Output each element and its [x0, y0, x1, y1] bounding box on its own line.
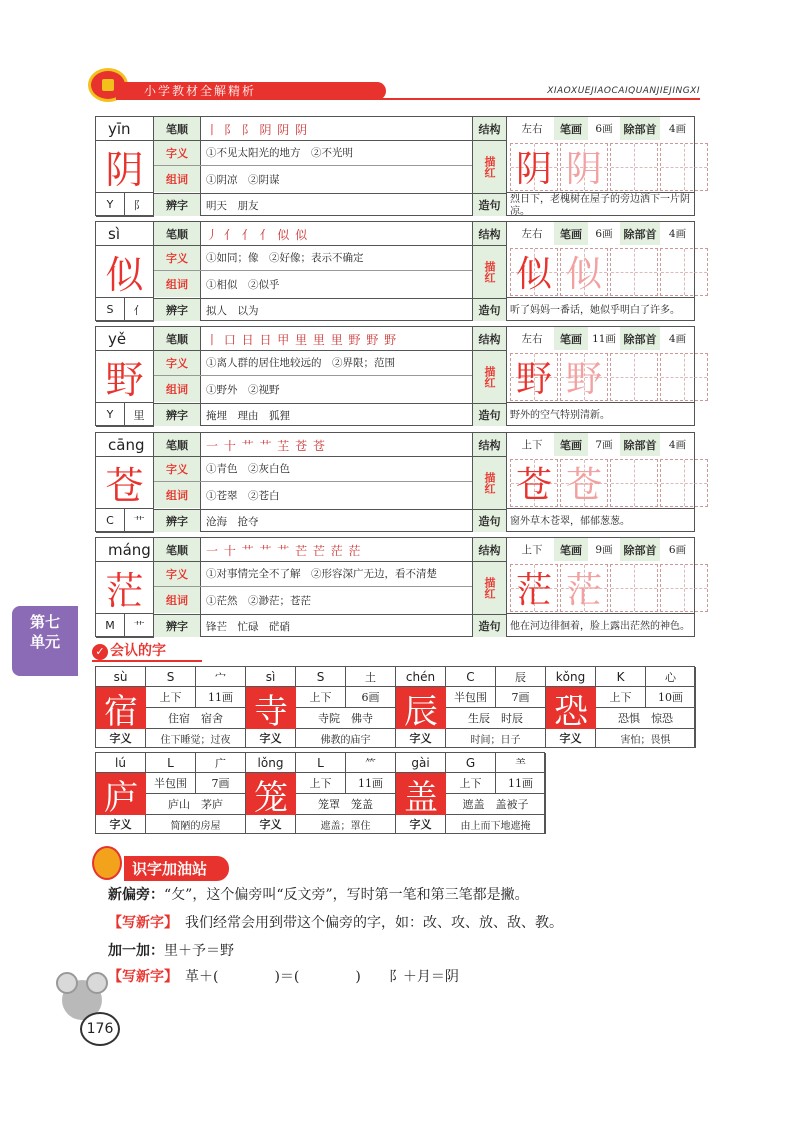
big-character: 似 [96, 246, 154, 298]
trace-grid [660, 143, 708, 191]
rec-strokes: 11画 [496, 773, 546, 794]
strokes-label: 笔顺 [154, 538, 200, 561]
character-entry [95, 537, 695, 637]
trace-char-solid: 阴 [515, 148, 552, 190]
rec-words: 笼罩 笼盖 [296, 794, 396, 815]
stroke-count-label: 笔画 [554, 327, 588, 350]
rec-pinyin: sù [96, 667, 146, 687]
rec-strokes: 7画 [196, 773, 246, 794]
radical-rest-value: 4画 [668, 439, 687, 451]
pinyin-text: sì [108, 224, 120, 243]
character-entry [95, 221, 695, 321]
rec-meaning-label: 字义 [246, 729, 296, 748]
rec-words: 遮盖 盖被子 [446, 794, 546, 815]
trace-grid [610, 564, 658, 612]
rec-radical: 土 [346, 667, 396, 687]
character-entry [95, 326, 695, 426]
trace-grid [660, 564, 708, 612]
trace-grid [660, 248, 708, 296]
initial-letter: Y [96, 193, 125, 217]
pinyin-text: cāng [108, 435, 145, 454]
words-text: ①野外 ②视野 [206, 384, 280, 396]
rec-big-char: 寺 [246, 687, 296, 729]
stroke-count-label: 笔画 [554, 538, 588, 561]
words-label: 组词 [154, 587, 200, 613]
stroke-order: 一 十 艹 艹 艹 芒 芒 茫 茫 [206, 543, 362, 558]
check-icon: ✓ [92, 644, 108, 660]
trace-char-solid: 茫 [515, 569, 552, 611]
rec-meaning-label: 字义 [246, 815, 296, 834]
trace-grid [610, 353, 658, 401]
oil-p2-tag: 【写新字】 [108, 915, 171, 931]
rec-initial: S [146, 667, 196, 687]
strokes-label: 笔顺 [154, 222, 200, 245]
rec-words: 住宿 宿舍 [146, 708, 246, 729]
rec-strokes: 11画 [196, 687, 246, 708]
initial-letter: C [96, 509, 125, 533]
oil-para-2 [108, 912, 563, 932]
radical: 艹 [125, 509, 154, 533]
oil-p2-text: 我们经常会用到带这个偏旁的字，如：改、攻、放、敌、教。 [171, 915, 563, 931]
trace-grid [610, 248, 658, 296]
structure-value: 左右 [521, 123, 543, 135]
rec-meaning-label: 字义 [396, 815, 446, 834]
trace-grid [610, 459, 658, 507]
structure-label: 结构 [473, 538, 506, 561]
character-entry [95, 116, 695, 216]
rec-structure: 上下 [296, 687, 346, 708]
structure-value: 左右 [521, 333, 543, 345]
divider [200, 117, 201, 215]
stroke-count-label: 笔画 [554, 117, 588, 140]
rec-pinyin: kǒng [546, 667, 596, 687]
trace-char-solid: 野 [515, 358, 552, 400]
rec-pinyin: sì [246, 667, 296, 687]
rec-big-char: 宿 [96, 687, 146, 729]
divider [200, 538, 201, 636]
rec-initial: L [296, 753, 346, 773]
oil-p3-bold: 加一加： [108, 943, 164, 959]
distinguish-text: 沧海 抢夺 [206, 516, 259, 528]
rec-strokes: 7画 [496, 687, 546, 708]
pinyin-text: yīn [108, 119, 131, 138]
pinyin-text: máng [108, 540, 151, 559]
rec-big-char: 恐 [546, 687, 596, 729]
radical: 阝 [125, 193, 154, 217]
rec-meaning: 佛教的庙宇 [296, 729, 396, 748]
rec-words: 恐惧 惊恐 [596, 708, 696, 729]
initial-letter: S [96, 298, 125, 322]
radical: 亻 [125, 298, 154, 322]
words-text: ①苍翠 ②苍白 [206, 490, 280, 502]
structure-label: 结构 [473, 117, 506, 140]
big-character: 阴 [96, 141, 154, 193]
distinguish-label: 辨字 [154, 510, 200, 532]
oil-p3-text: 里＋予＝野 [164, 943, 234, 959]
oil-para-4 [108, 966, 459, 986]
words-text: ①相似 ②似乎 [206, 279, 280, 291]
words-label: 组词 [154, 271, 200, 297]
stroke-order: 一 十 艹 艹 芏 苍 苍 [206, 438, 326, 453]
meaning-text: ①青色 ②灰白色 [206, 463, 290, 475]
strokes-label: 笔顺 [154, 117, 200, 140]
divider [200, 222, 201, 320]
sentence-label: 造句 [473, 404, 506, 426]
trace-char-light: 苍 [565, 464, 602, 506]
rec-pinyin: gài [396, 753, 446, 773]
radical-rest-label: 除部首 [620, 222, 660, 245]
unit-side-tab [12, 606, 78, 676]
rec-big-char: 盖 [396, 773, 446, 815]
sentence-label: 造句 [473, 510, 506, 532]
rec-structure: 半包围 [146, 773, 196, 794]
radical-rest-label: 除部首 [620, 538, 660, 561]
distinguish-label: 辨字 [154, 194, 200, 216]
rec-words: 生辰 时辰 [446, 708, 546, 729]
trace-area [506, 562, 695, 614]
oil-p4-text: 革＋( )＝( ) 阝＋月＝阴 [171, 969, 459, 985]
trace-label: 描红 [473, 457, 506, 509]
rec-structure: 上下 [446, 773, 496, 794]
distinguish-text: 锋芒 忙碌 硭硝 [206, 621, 290, 633]
pinyin [96, 222, 154, 246]
oil-p1-text: “攵”，这个偏旁叫“反文旁”，写时第一笔和第三笔都是撇。 [164, 887, 529, 903]
mascot-icon [92, 846, 122, 880]
pinyin [96, 327, 154, 351]
recognize-table-1 [95, 666, 695, 748]
stroke-order: 丿 亻 亻 亻 似 似 [206, 227, 309, 242]
trace-grid [660, 353, 708, 401]
rec-radical: 心 [646, 667, 696, 687]
trace-area [506, 141, 695, 193]
rec-initial: L [146, 753, 196, 773]
rec-meaning-label: 字义 [396, 729, 446, 748]
sentence-label: 造句 [473, 194, 506, 216]
header-title: 小学教材全解精析 [116, 82, 386, 100]
trace-label: 描红 [473, 141, 506, 193]
sentence-text: 烈日下，老槐树在屋子的旁边洒下一片阴凉。 [510, 193, 690, 217]
pinyin-text: yě [108, 329, 127, 348]
header-rule [378, 98, 700, 100]
rec-big-char: 笼 [246, 773, 296, 815]
rec-meaning: 简陋的房屋 [146, 815, 246, 834]
words-label: 组词 [154, 166, 200, 192]
stroke-count-value: 6画 [595, 228, 613, 240]
rec-structure: 上下 [596, 687, 646, 708]
radical-rest-label: 除部首 [620, 327, 660, 350]
distinguish-text: 明天 朋友 [206, 200, 259, 212]
side-tab-line2: 单元 [29, 633, 60, 651]
page-number: 176 [80, 1012, 120, 1046]
oil-para-3 [108, 940, 234, 960]
distinguish-label: 辨字 [154, 299, 200, 321]
trace-label: 描红 [473, 562, 506, 614]
structure-value: 上下 [521, 439, 543, 451]
trace-label: 描红 [473, 246, 506, 298]
meaning-label: 字义 [154, 562, 200, 586]
trace-char-light: 似 [565, 253, 602, 295]
rec-radical: 广 [196, 753, 246, 773]
rec-big-char: 庐 [96, 773, 146, 815]
big-character: 茫 [96, 562, 154, 614]
initial-letter: M [96, 614, 125, 638]
pinyin [96, 117, 154, 141]
oil-para-1 [108, 884, 529, 904]
words-label: 组词 [154, 482, 200, 508]
rec-structure: 半包围 [446, 687, 496, 708]
words-text: ①阴凉 ②阴谋 [206, 174, 280, 186]
sentence-text: 听了妈妈一番话，她似乎明白了许多。 [510, 304, 680, 316]
stroke-order: 丨 口 日 日 甲 里 里 里 野 野 野 [206, 332, 398, 347]
trace-char-light: 野 [565, 358, 602, 400]
rec-words: 庐山 茅庐 [146, 794, 246, 815]
radical: 里 [125, 403, 154, 427]
strokes-label: 笔顺 [154, 433, 200, 456]
trace-area [506, 457, 695, 509]
rec-meaning: 时间；日子 [446, 729, 546, 748]
radical-rest-label: 除部首 [620, 433, 660, 456]
trace-char-solid: 苍 [515, 464, 552, 506]
trace-grid [660, 459, 708, 507]
radical-rest-value: 4画 [668, 333, 687, 345]
radical: 艹 [125, 614, 154, 638]
meaning-text: ①如同；像 ②好像；表示不确定 [206, 252, 364, 264]
meaning-label: 字义 [154, 246, 200, 270]
words-label: 组词 [154, 376, 200, 402]
meaning-label: 字义 [154, 457, 200, 481]
meaning-text: ①不见太阳光的地方 ②不光明 [206, 147, 353, 159]
pinyin [96, 538, 154, 562]
rec-initial: C [446, 667, 496, 687]
meaning-text: ①对事情完全不了解 ②形容深广无边，看不清楚 [206, 568, 437, 580]
trace-char-solid: 似 [515, 253, 552, 295]
pinyin [96, 433, 154, 457]
rec-words: 寺院 佛寺 [296, 708, 396, 729]
divider [200, 433, 201, 531]
sentence-label: 造句 [473, 615, 506, 637]
rec-radical: 辰 [496, 667, 546, 687]
character-entry [95, 432, 695, 532]
rec-radical: ⺷ [496, 753, 546, 773]
rec-initial: S [296, 667, 346, 687]
rec-pinyin: lú [96, 753, 146, 773]
oil-station-title: 识字加油站 [124, 856, 229, 881]
radical-rest-value: 4画 [668, 123, 687, 135]
recognize-title-text: 会认的字 [110, 643, 166, 659]
trace-grid [610, 143, 658, 191]
stroke-count-label: 笔画 [554, 222, 588, 245]
radical-rest-value: 6画 [668, 544, 687, 556]
rec-strokes: 10画 [646, 687, 696, 708]
sentence-text: 窗外草木苍翠，郁郁葱葱。 [510, 515, 630, 527]
radical-rest-label: 除部首 [620, 117, 660, 140]
rec-meaning-label: 字义 [96, 729, 146, 748]
rec-radical: ⺮ [346, 753, 396, 773]
distinguish-label: 辨字 [154, 615, 200, 637]
trace-char-light: 阴 [565, 148, 602, 190]
rec-pinyin: chén [396, 667, 446, 687]
stroke-count-label: 笔画 [554, 433, 588, 456]
stroke-count-value: 11画 [592, 333, 616, 345]
meaning-label: 字义 [154, 141, 200, 165]
rec-initial: G [446, 753, 496, 773]
divider [200, 327, 201, 425]
trace-area [506, 351, 695, 403]
structure-label: 结构 [473, 327, 506, 350]
stroke-count-value: 6画 [595, 123, 613, 135]
big-character: 苍 [96, 457, 154, 509]
rec-meaning: 遮盖；罩住 [296, 815, 396, 834]
trace-char-light: 茫 [565, 569, 602, 611]
recognize-underline [92, 660, 202, 662]
sentence-label: 造句 [473, 299, 506, 321]
oil-p1-bold: 新偏旁： [108, 887, 164, 903]
rec-strokes: 11画 [346, 773, 396, 794]
structure-label: 结构 [473, 222, 506, 245]
rec-initial: K [596, 667, 646, 687]
structure-label: 结构 [473, 433, 506, 456]
side-tab-line1: 第七 [29, 613, 60, 631]
distinguish-text: 掩埋 理由 狐狸 [206, 410, 290, 422]
rec-meaning: 害怕；畏惧 [596, 729, 696, 748]
rec-meaning-label: 字义 [546, 729, 596, 748]
sentence-text: 野外的空气特别清新。 [510, 409, 610, 421]
rec-strokes: 6画 [346, 687, 396, 708]
rec-structure: 上下 [146, 687, 196, 708]
rec-pinyin: lǒng [246, 753, 296, 773]
distinguish-text: 拟人 以为 [206, 305, 259, 317]
structure-value: 左右 [521, 228, 543, 240]
strokes-label: 笔顺 [154, 327, 200, 350]
rec-meaning-label: 字义 [96, 815, 146, 834]
recognize-table-2 [95, 752, 545, 834]
recognize-title [92, 640, 166, 660]
meaning-text: ①离人群的居住地较远的 ②界限；范围 [206, 357, 395, 369]
meaning-label: 字义 [154, 351, 200, 375]
distinguish-label: 辨字 [154, 404, 200, 426]
sentence-text: 他在河边徘徊着，脸上露出茫然的神色。 [510, 620, 690, 632]
trace-area [506, 246, 695, 298]
rec-structure: 上下 [296, 773, 346, 794]
big-character: 野 [96, 351, 154, 403]
rec-meaning: 由上而下地遮掩 [446, 815, 546, 834]
structure-value: 上下 [521, 544, 543, 556]
rec-meaning: 住下睡觉；过夜 [146, 729, 246, 748]
page-header [88, 68, 700, 102]
words-text: ①茫然 ②渺茫；苍茫 [206, 595, 311, 607]
stroke-count-value: 9画 [595, 544, 613, 556]
radical-rest-value: 4画 [668, 228, 687, 240]
trace-label: 描红 [473, 351, 506, 403]
rec-radical: 宀 [196, 667, 246, 687]
stroke-count-value: 7画 [595, 439, 613, 451]
stroke-order: 丨 阝 阝 阴 阴 阴 [206, 122, 309, 137]
rec-big-char: 辰 [396, 687, 446, 729]
oil-p4-tag: 【写新字】 [108, 969, 171, 985]
header-subtitle: XIAOXUEJIAOCAIQUANJIEJINGXI [547, 86, 700, 96]
initial-letter: Y [96, 403, 125, 427]
